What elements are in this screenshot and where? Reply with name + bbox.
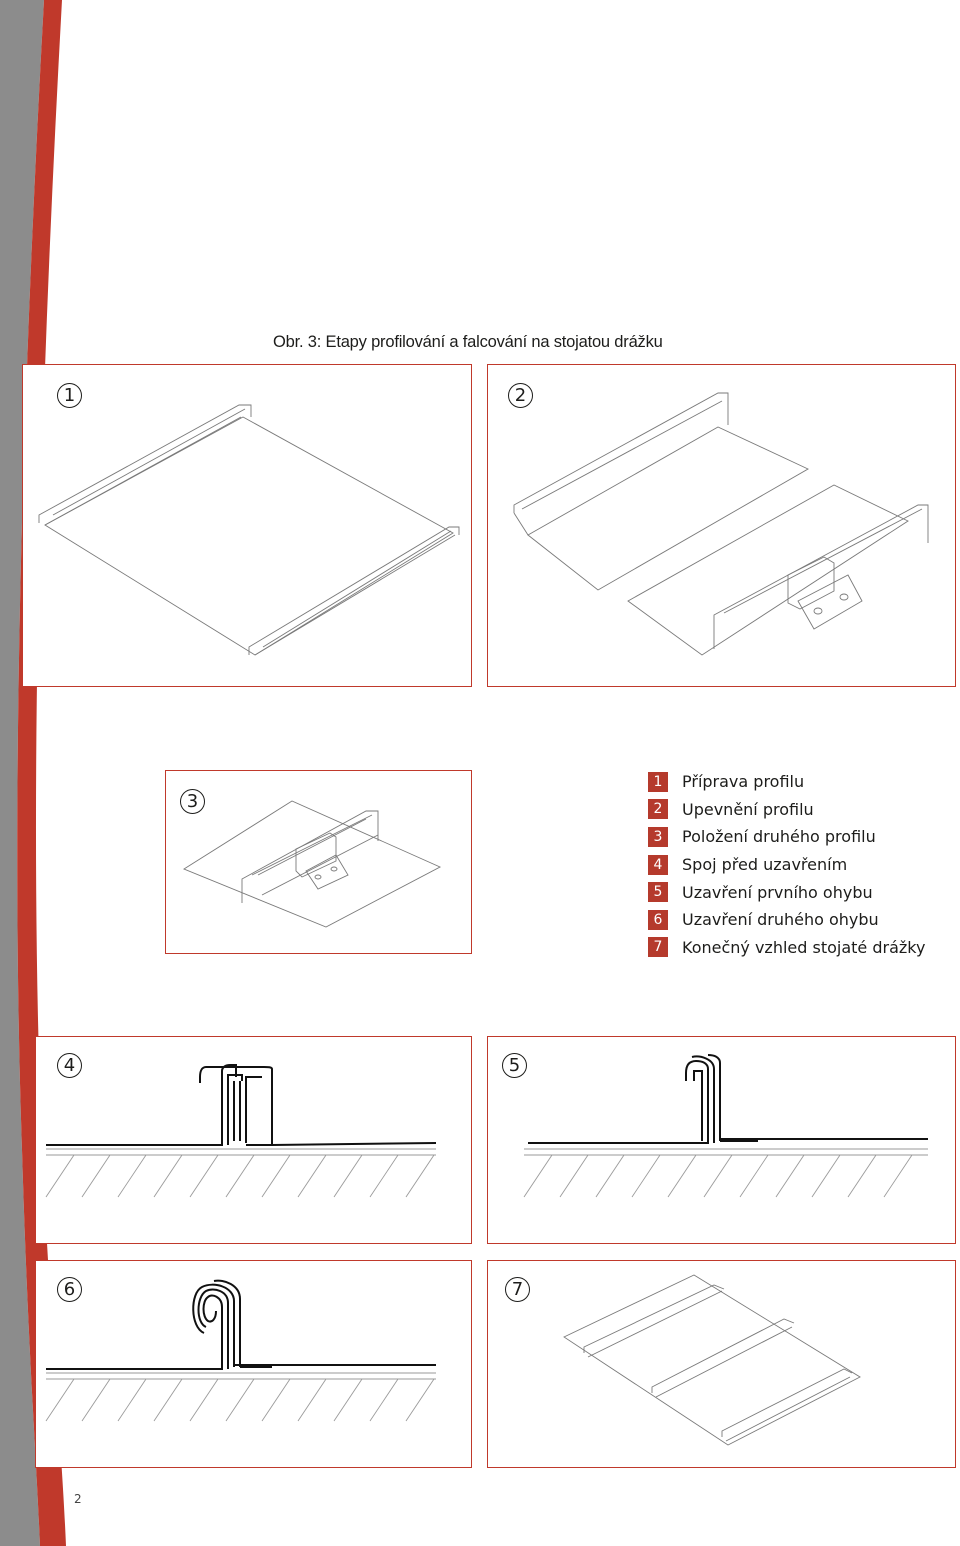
legend-item <box>648 823 925 851</box>
legend-number-badge: 1 <box>648 772 668 792</box>
panel-1-profile-preparation <box>22 364 472 687</box>
legend-label: Uzavření druhého ohybu <box>682 910 879 930</box>
panel-3-number: 3 <box>180 789 205 814</box>
panel-7-final-standing-seam <box>487 1260 956 1468</box>
legend-label: Příprava profilu <box>682 772 805 792</box>
panel-2-number: 2 <box>508 383 533 408</box>
panel-1-number: 1 <box>57 383 82 408</box>
legend-number-badge: 2 <box>648 799 668 819</box>
panel-1-drawing <box>23 365 473 688</box>
legend-number-badge: 6 <box>648 910 668 930</box>
legend-number-badge: 5 <box>648 882 668 902</box>
panel-2-drawing <box>488 365 957 688</box>
legend-number-badge: 3 <box>648 827 668 847</box>
panel-6-second-fold-closing <box>35 1260 472 1468</box>
panel-7-drawing <box>488 1261 957 1469</box>
panel-2-profile-fixing <box>487 364 956 687</box>
legend-item <box>648 906 925 934</box>
legend <box>648 768 925 961</box>
panel-5-section-drawing <box>488 1037 957 1245</box>
legend-item <box>648 934 925 962</box>
panel-4-joint-before-closing <box>35 1036 472 1244</box>
legend-number-badge: 4 <box>648 855 668 875</box>
panel-6-number: 6 <box>57 1277 82 1302</box>
panel-3-drawing <box>166 771 473 955</box>
page-number: 2 <box>74 1492 82 1506</box>
legend-label: Položení druhého profilu <box>682 827 876 847</box>
legend-item <box>648 796 925 824</box>
legend-item <box>648 768 925 796</box>
panel-5-first-fold-closing <box>487 1036 956 1244</box>
legend-item <box>648 851 925 879</box>
legend-label: Konečný vzhled stojaté drážky <box>682 937 926 957</box>
legend-label: Uzavření prvního ohybu <box>682 882 873 902</box>
panel-5-number: 5 <box>502 1053 527 1078</box>
legend-label: Spoj před uzavřením <box>682 855 848 875</box>
figure-title: Obr. 3: Etapy profilování a falcování na stojatou drážku <box>273 333 663 351</box>
panel-4-number: 4 <box>57 1053 82 1078</box>
legend-number-badge: 7 <box>648 937 668 957</box>
panel-7-number: 7 <box>505 1277 530 1302</box>
panel-3-second-profile-placement <box>165 770 472 954</box>
legend-item <box>648 878 925 906</box>
legend-label: Upevnění profilu <box>682 799 814 819</box>
panel-4-section-drawing <box>36 1037 473 1245</box>
panel-6-section-drawing <box>36 1261 473 1469</box>
